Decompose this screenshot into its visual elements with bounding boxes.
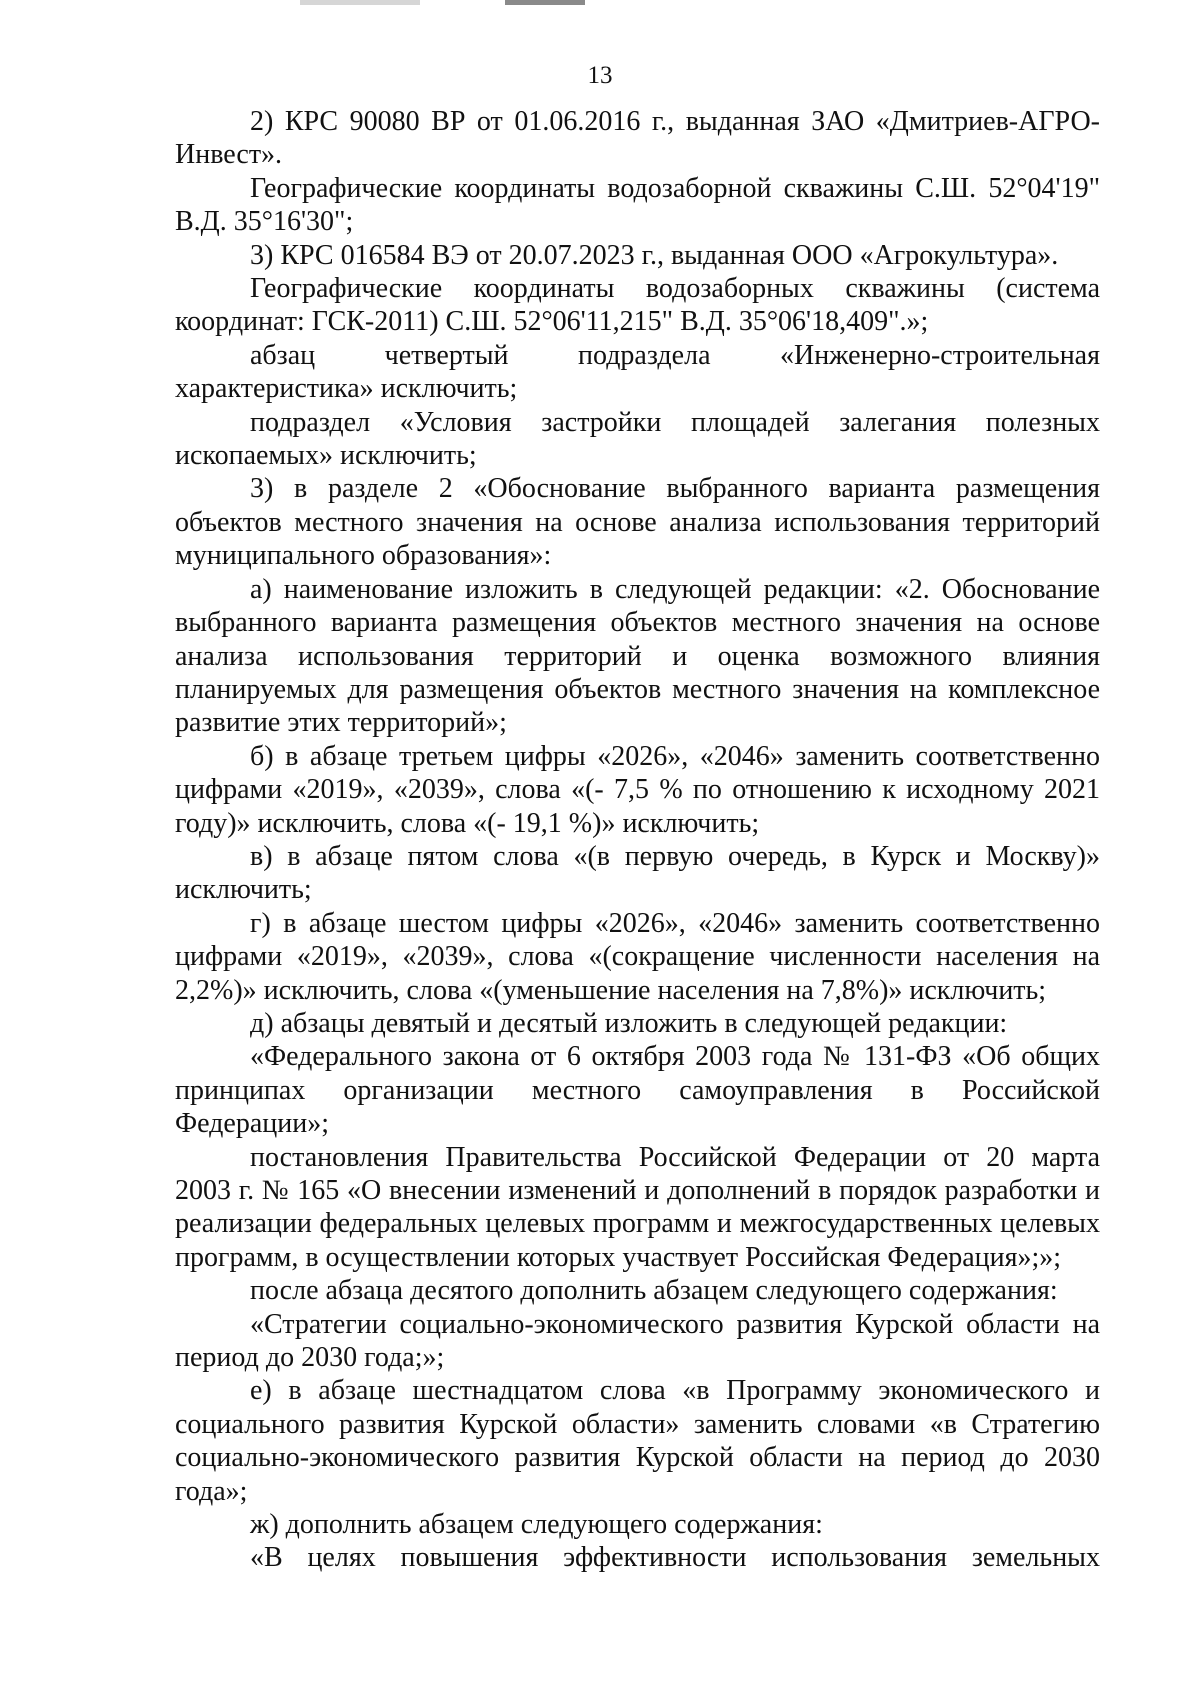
- page-number: 13: [587, 62, 613, 89]
- paragraph: г) в абзаце шестом цифры «2026», «2046» заменить соответственно цифрами «2019», «2039», слова «(сокращение численности населения на 2,2%)» исключить, слова «(уменьшение населения на 7,8%)» исключить;: [175, 907, 1100, 1006]
- paragraph: 3) в разделе 2 «Обоснование выбранного варианта размещения объектов местного значения на основе анализа использования территорий муниципального образования»:: [175, 473, 1100, 572]
- paragraph: д) абзацы девятый и десятый изложить в следующей редакции:: [250, 1007, 1008, 1039]
- paragraph: 3) КРС 016584 ВЭ от 20.07.2023 г., выданная ООО «Агрокультура».: [250, 239, 1059, 271]
- paragraph: постановления Правительства Российской Федерации от 20 марта 2003 г. № 165 «О внесении изменений и дополнений в порядок разработки и реализации федеральных целевых программ и межгосударственных целевых программ, в осуществлении которых участвует Российская Федерация»;»;: [175, 1141, 1100, 1273]
- paragraph: в) в абзаце пятом слова «(в первую очередь, в Курск и Москву)» исключить;: [175, 840, 1100, 906]
- paragraph: а) наименование изложить в следующей редакции: «2. Обоснование выбранного варианта размещения объектов местного значения на основе анализа использования территорий и оценка возможного влияния планируемых для размещения объектов местного значения на комплексное развитие этих территорий»;: [175, 573, 1100, 739]
- paragraph: 2) КРС 90080 ВР от 01.06.2016 г., выданная ЗАО «Дмитриев-АГРО-Инвест».: [175, 106, 1100, 171]
- paragraph: «Стратегии социально-экономического развития Курской области на период до 2030 года;»;: [175, 1308, 1100, 1374]
- paragraph: е) в абзаце шестнадцатом слова «в Программу экономического и социального развития Курской области» заменить словами «в Стратегию социально-экономического развития Курской области на период до 2030 года»;: [175, 1375, 1100, 1507]
- document-body: [175, 105, 1100, 1575]
- paragraph: ж) дополнить абзацем следующего содержания:: [250, 1509, 823, 1541]
- paragraph: абзац четвертый подраздела «Инженерно-строительная характеристика» исключить;: [175, 339, 1100, 405]
- paragraph: Географические координаты водозаборной скважины С.Ш. 52°04'19" В.Д. 35°16'30";: [175, 172, 1100, 238]
- scan-artifact: [300, 0, 420, 5]
- scan-artifact: [505, 0, 585, 5]
- paragraph: подраздел «Условия застройки площадей залегания полезных ископаемых» исключить;: [175, 406, 1100, 472]
- paragraph: б) в абзаце третьем цифры «2026», «2046» заменить соответственно цифрами «2019», «2039», слова «(- 7,5 % по отношению к исходному 2021 году)» исключить, слова «(- 19,1 %)» исключить;: [175, 740, 1100, 839]
- paragraph: «В целях повышения эффективности использования земельных: [250, 1542, 1100, 1574]
- paragraph: «Федерального закона от 6 октября 2003 года № 131-ФЗ «Об общих принципах организации местного самоуправления в Российской Федерации»;: [175, 1041, 1100, 1140]
- paragraph: после абзаца десятого дополнить абзацем следующего содержания:: [250, 1275, 1058, 1307]
- paragraph: Географические координаты водозаборных скважины (система координат: ГСК-2011) С.Ш. 52°06'11,215" В.Д. 35°06'18,409".»;: [175, 273, 1100, 338]
